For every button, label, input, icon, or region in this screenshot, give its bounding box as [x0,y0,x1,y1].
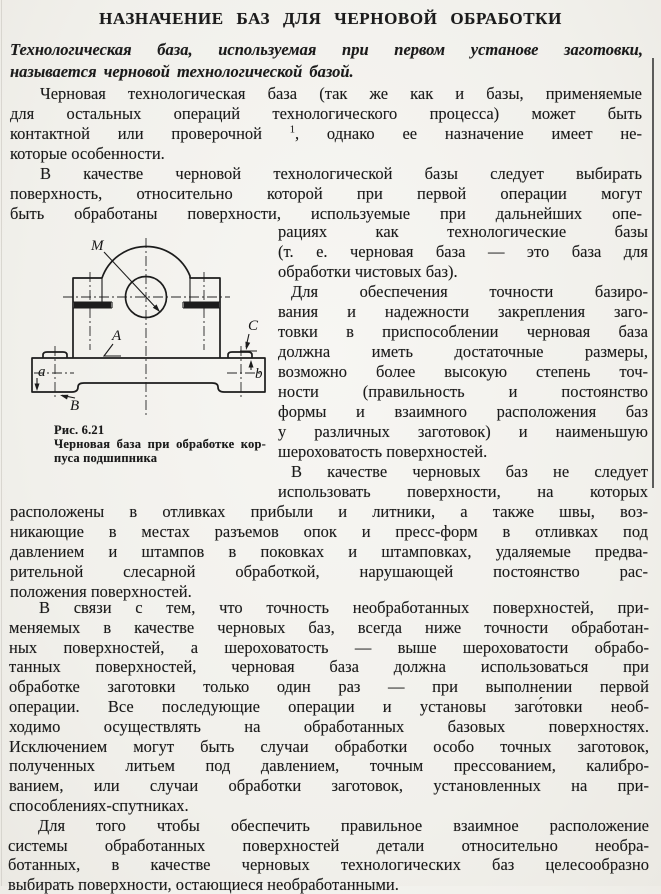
paragraph-surface-choice-top [10,164,642,224]
text-line: для остальных операций технологического процесса) может быть [10,104,642,124]
text-line: поверхность, относительно которой при первой операции могут [10,184,642,204]
text-line: ных поверхностей, а шероховатость — выше шероховатости обрабо- [9,638,649,658]
text-line: положения поверхностей. [10,582,648,602]
text-line: рительной слесарной обработкой, нарушающей постоянство рас- [10,562,648,582]
text-line: В качестве черновых баз не следует [278,462,648,482]
text-line: Технологическая база, используемая при первом установе заготовки, [10,39,643,61]
text-line: системы обработанных поверхностей детали относительно необра- [8,836,649,856]
text-line: товки в приспособлении черновая база [278,322,648,342]
text-line: должна иметь достаточные размеры, [278,342,648,362]
base-plate-outline [32,358,265,392]
text-line: вания и надежности закрепления заго- [278,302,648,322]
label-a-upper-surface [104,328,122,356]
text-line: Черновая база при обработке кор- [54,438,266,452]
text-line: у различных заготовок) и наименьшую [278,422,648,442]
svg-text:C: C [248,318,259,334]
paragraph-final-recommendation [8,816,649,894]
text-line: ботанных, в качестве черновых технологических баз целесообразно [8,855,649,875]
centerlines [34,238,263,415]
text-line: ванием, или случаи обработки заготовок, установленных на при- [9,776,649,796]
text-line: Исключением могут быть случаи обработки особо точных заготовок, [9,737,649,757]
right-pad-outline [228,352,252,358]
svg-text:A: A [111,328,122,344]
text-line: никающие в местах разъемов опок и пресс-форм в отливках под [10,522,648,542]
figure-caption-number: Рис. 6.21 [54,424,266,438]
scan-edge-artifact-right [652,58,654,488]
text-line: контактной или проверочной $^1$, однако ее назначение имеет не- [10,124,642,144]
label-a-left-foot [35,364,46,391]
text-line: танных поверхностей, черновая база должна использоваться при [9,657,649,677]
figure-bearing-housing-drawing [0,226,280,422]
label-b-right-foot [249,360,264,382]
svg-text:В: В [70,398,79,414]
text-line: Черновая технологическая база (так же как и базы, применяемые [10,84,642,104]
label-m-bore [90,238,160,312]
text-line: шероховатость поверхностей. [278,442,648,462]
paragraph-use-once-rule [9,598,649,816]
text-line: расположены в отливках прибыли и литники, а также швы, воз- [10,502,648,522]
svg-text:a: a [38,364,46,380]
text-line: ности (правильность и постоянство [278,382,648,402]
footnote-marker: 1 [290,125,295,136]
text-line: обработки чистовых баз). [278,262,648,282]
text-line: обработке заготовки только один раз — при выполнении первой [9,677,649,697]
split-line-slots [73,302,220,308]
text-line: рациях как технологические базы [278,222,648,242]
page-title: НАЗНАЧЕНИЕ БАЗ ДЛЯ ЧЕРНОВОЙ ОБРАБОТКИ [0,9,661,29]
text-line: пуса подшипника [54,452,266,466]
text-line: В связи с тем, что точность необработанных поверхностей, при- [9,598,649,618]
text-line: формы и взаимного расположения баз [278,402,648,422]
paragraph-surfaces-to-avoid [10,502,648,602]
text-line: полученных литьем под давлением, точным прессованием, калибро- [9,756,649,776]
text-column-beside-figure [278,222,648,502]
text-line: меняемых в качестве черновых баз, всегда ниже точности обработан- [9,618,649,638]
svg-text:M: M [90,238,105,254]
text-line: операции. Все последующие операции и установы заго́товки необ- [9,697,649,717]
figure-caption-text [54,438,266,466]
text-line: использовать поверхности, на которых [278,482,648,502]
text-line: быть обработаны поверхности, используемые при дальнейших опе- [10,204,642,224]
figure-caption [54,424,266,465]
text-line: (т. е. черновая база — это база для [278,242,648,262]
label-c-pad-surface [240,318,259,351]
text-line: давлением и штампов в поковках и штамповках, удаляемые предва- [10,542,648,562]
text-line: называется черновой технологической базой. [10,61,643,83]
paragraph-contact-or-check-base [10,84,642,164]
text-line: возможно более высокую степень точ- [278,362,648,382]
text-line: которые особенности. [10,144,642,164]
label-v-bottom-surface [60,395,79,414]
lead-definition-paragraph [10,39,643,82]
text-line: В качестве черновой технологической базы следует выбирать [10,164,642,184]
text-line: Для того чтобы обеспечить правильное взаимное расположение [8,816,649,836]
svg-text:b: b [255,366,263,382]
text-line: ходимо осуществлять на обработанных базовых поверхностях. [9,717,649,737]
text-line: способлениях-спутниках. [9,796,649,816]
text-line: выбирать поверхности, остающиеся необработанными. [8,875,649,894]
text-line: Для обеспечения точности базиро- [278,282,648,302]
scan-edge-artifact-left [1,0,2,886]
